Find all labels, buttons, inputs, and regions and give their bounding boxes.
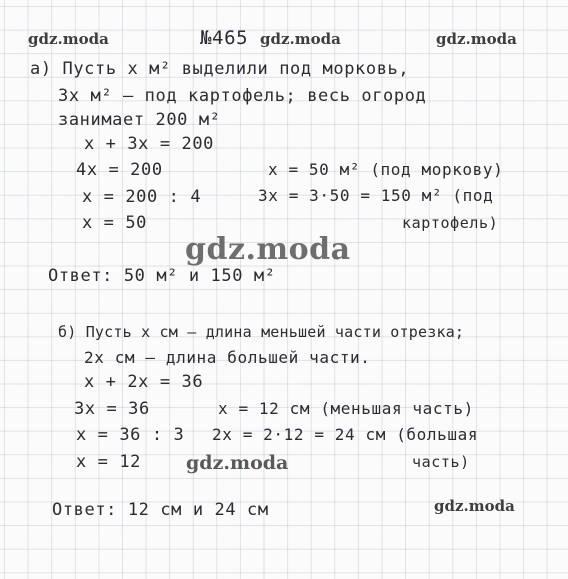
part-b-line-2: 2x см – длина большей части. <box>84 348 371 367</box>
watermark-top-right: gdz.moda <box>436 30 517 48</box>
part-a-equation-4: x = 50 <box>82 213 148 233</box>
part-a-line-2: 3x м² — под картофель; весь огород <box>58 86 427 106</box>
part-a-line-3: занимает 200 м² <box>58 110 221 130</box>
part-b-result-3: часть) <box>412 453 470 471</box>
part-a-equation-2: 4x = 200 <box>76 160 163 180</box>
part-a-equation-3: x = 200 : 4 <box>82 187 202 207</box>
part-b-equation-2: 3x = 36 <box>74 399 150 419</box>
watermark-bottom-right: gdz.moda <box>434 497 515 515</box>
watermark-center: gdz.moda <box>185 232 351 267</box>
part-a-answer: Ответ: 50 м² и 150 м² <box>48 266 276 286</box>
part-b-result-2: 2x = 2·12 = 24 см (большая <box>212 425 479 444</box>
part-a-equation-1: x + 3x = 200 <box>84 134 215 154</box>
watermark-top-left: gdz.moda <box>28 30 109 48</box>
part-b-equation-1: x + 2x = 36 <box>84 372 204 392</box>
part-a-result-2: 3x = 3·50 = 150 м² (под <box>258 186 494 205</box>
part-a-result-3: картофель) <box>402 214 499 232</box>
watermark-top-center: gdz.moda <box>260 30 341 48</box>
part-b-line-1: б) Пусть x см – длина меньшей части отрезка; <box>58 323 465 341</box>
problem-number: №465 <box>200 27 249 49</box>
part-b-equation-4: x = 12 <box>76 452 142 472</box>
part-a-line-1: а) Пусть x м² выделили под морковь, <box>30 59 410 79</box>
part-b-result-1: x = 12 см (меньшая часть) <box>218 399 474 418</box>
part-b-equation-3: x = 36 : 3 <box>76 425 185 445</box>
part-a-result-1: x = 50 м² (под моркову) <box>268 160 504 179</box>
watermark-bottom-center: gdz.moda <box>186 452 289 474</box>
part-b-answer: Ответ: 12 см и 24 см <box>52 500 269 520</box>
